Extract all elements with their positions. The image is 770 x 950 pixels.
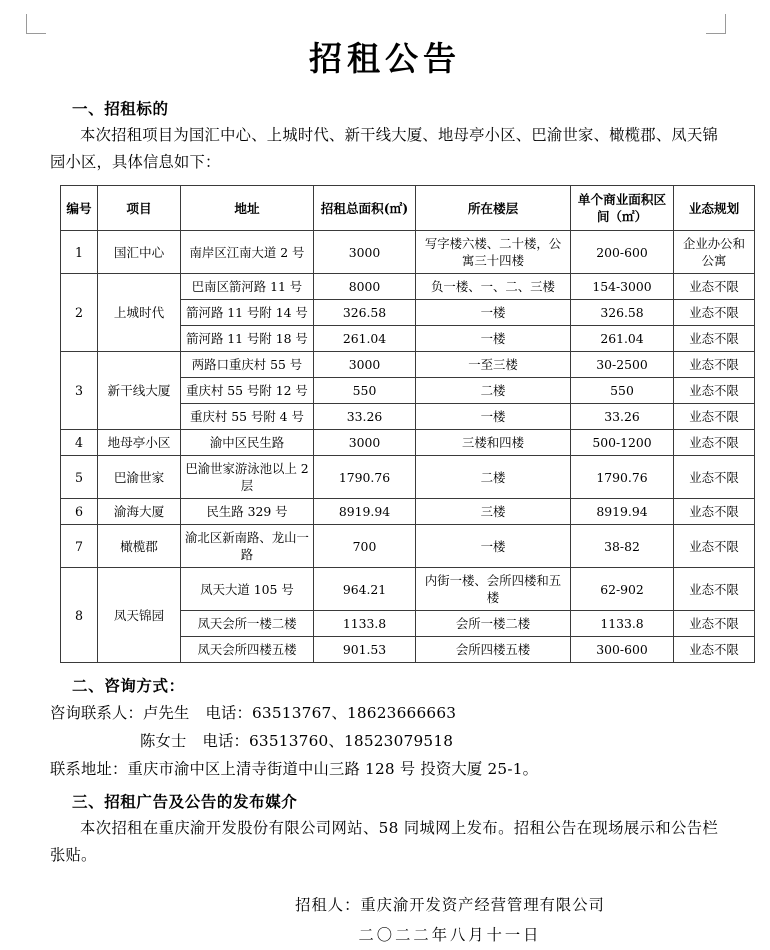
cell-plan: 业态不限	[674, 611, 755, 637]
cell-floor: 会所一楼二楼	[416, 611, 571, 637]
cell-area-range: 8919.94	[571, 499, 674, 525]
cell-project: 凤天锦园	[98, 568, 181, 663]
cell-plan: 业态不限	[674, 568, 755, 611]
table-head	[61, 186, 755, 231]
table-row	[61, 352, 755, 378]
cell-address: 民生路 329 号	[181, 499, 314, 525]
signature-date: 二〇二二年八月十一日	[358, 926, 542, 944]
table-row	[61, 499, 755, 525]
cell-address: 南岸区江南大道 2 号	[181, 231, 314, 274]
cell-no: 7	[61, 525, 98, 568]
section-three-paragraph: 本次招租在重庆渝开发股份有限公司网站、58 同城网上发布。招租公告在现场展示和公告栏张贴。	[50, 819, 718, 864]
header-address: 地址	[181, 186, 314, 231]
cell-total-area: 261.04	[314, 326, 416, 352]
section-heading-three: 三、招租广告及公告的发布媒介	[72, 792, 298, 811]
contact-line-2	[0, 727, 770, 755]
cell-area-range: 1133.8	[571, 611, 674, 637]
cell-floor: 一楼	[416, 525, 571, 568]
cell-total-area: 3000	[314, 231, 416, 274]
cell-project: 新干线大厦	[98, 352, 181, 430]
cell-total-area: 1133.8	[314, 611, 416, 637]
cell-area-range: 1790.76	[571, 456, 674, 499]
cell-area-range: 326.58	[571, 300, 674, 326]
cell-floor: 会所四楼五楼	[416, 637, 571, 663]
cell-address: 巴南区箭河路 11 号	[181, 274, 314, 300]
cell-floor: 三楼	[416, 499, 571, 525]
header-no: 编号	[61, 186, 98, 231]
cell-total-area: 326.58	[314, 300, 416, 326]
cell-area-range: 38-82	[571, 525, 674, 568]
contact-address-line	[0, 755, 770, 783]
cell-total-area: 8000	[314, 274, 416, 300]
address-value: 重庆市渝中区上清寺街道中山三路 128 号 投资大厦 25-1。	[127, 760, 539, 778]
table-body	[61, 231, 755, 663]
cell-total-area: 700	[314, 525, 416, 568]
header-total-area: 招租总面积(㎡)	[314, 186, 416, 231]
cell-address: 箭河路 11 号附 14 号	[181, 300, 314, 326]
signature-company: 招租人：重庆渝开发资产经营管理有限公司	[295, 896, 605, 914]
cell-floor: 内街一楼、会所四楼和五楼	[416, 568, 571, 611]
address-label: 联系地址：	[50, 760, 128, 778]
cell-address: 两路口重庆村 55 号	[181, 352, 314, 378]
cell-total-area: 3000	[314, 430, 416, 456]
contact-label-1: 咨询联系人：	[50, 704, 143, 722]
cell-floor: 一至三楼	[416, 352, 571, 378]
cell-area-range: 200-600	[571, 231, 674, 274]
cell-project: 渝海大厦	[98, 499, 181, 525]
header-area-range: 单个商业面积区间（㎡）	[571, 186, 674, 231]
cell-no: 4	[61, 430, 98, 456]
cell-address: 凤天大道 105 号	[181, 568, 314, 611]
cell-floor: 负一楼、一、二、三楼	[416, 274, 571, 300]
cell-no: 3	[61, 352, 98, 430]
cell-plan: 业态不限	[674, 326, 755, 352]
section-heading-two: 二、咨询方式：	[72, 676, 185, 695]
cell-address: 渝北区新南路、龙山一路	[181, 525, 314, 568]
phone-value-2: 63513760、18523079518	[249, 732, 454, 750]
cell-address: 巴渝世家游泳池以上 2 层	[181, 456, 314, 499]
cell-address: 重庆村 55 号附 12 号	[181, 378, 314, 404]
cell-project: 上城时代	[98, 274, 181, 352]
cell-total-area: 550	[314, 378, 416, 404]
cell-plan: 业态不限	[674, 352, 755, 378]
cell-area-range: 261.04	[571, 326, 674, 352]
cell-plan: 业态不限	[674, 300, 755, 326]
table-row	[61, 274, 755, 300]
cell-floor: 二楼	[416, 456, 571, 499]
phone-value-1: 63513767、18623666663	[251, 704, 457, 722]
cell-floor: 写字楼六楼、二十楼，公寓三十四楼	[416, 231, 571, 274]
cell-no: 5	[61, 456, 98, 499]
cell-total-area: 964.21	[314, 568, 416, 611]
listing-table	[60, 185, 755, 663]
cell-no: 1	[61, 231, 98, 274]
cell-floor: 一楼	[416, 326, 571, 352]
cell-floor: 一楼	[416, 300, 571, 326]
cell-address: 凤天会所四楼五楼	[181, 637, 314, 663]
section-heading-one: 一、招租标的	[72, 99, 169, 118]
cell-address: 凤天会所一楼二楼	[181, 611, 314, 637]
section-one-paragraph: 本次招租项目为国汇中心、上城时代、新干线大厦、地母亭小区、巴渝世家、橄榄郡、凤天锦园小区，具体信息如下：	[50, 126, 718, 171]
cell-address: 箭河路 11 号附 18 号	[181, 326, 314, 352]
cell-plan: 业态不限	[674, 499, 755, 525]
contact-name-2: 陈女士	[140, 732, 187, 750]
cell-floor: 二楼	[416, 378, 571, 404]
header-floor: 所在楼层	[416, 186, 571, 231]
cell-total-area: 3000	[314, 352, 416, 378]
header-project: 项目	[98, 186, 181, 231]
cell-address: 重庆村 55 号附 4 号	[181, 404, 314, 430]
cell-plan: 业态不限	[674, 274, 755, 300]
cell-area-range: 300-600	[571, 637, 674, 663]
cell-project: 地母亭小区	[98, 430, 181, 456]
phone-label-2: 电话：	[202, 732, 249, 750]
cell-address: 渝中区民生路	[181, 430, 314, 456]
cell-project: 橄榄郡	[98, 525, 181, 568]
header-plan: 业态规划	[674, 186, 755, 231]
cell-plan: 业态不限	[674, 404, 755, 430]
cell-area-range: 33.26	[571, 404, 674, 430]
table-row	[61, 231, 755, 274]
table-row	[61, 525, 755, 568]
cell-total-area: 901.53	[314, 637, 416, 663]
contact-name-1: 卢先生	[142, 704, 190, 722]
cell-total-area: 8919.94	[314, 499, 416, 525]
cell-no: 2	[61, 274, 98, 352]
table-header-row	[61, 186, 755, 231]
page-title: 招租公告	[309, 39, 461, 78]
table-row	[61, 430, 755, 456]
cell-area-range: 154-3000	[571, 274, 674, 300]
table-row	[61, 456, 755, 499]
cell-area-range: 30-2500	[571, 352, 674, 378]
cell-project: 巴渝世家	[98, 456, 181, 499]
cell-area-range: 550	[571, 378, 674, 404]
cell-plan: 业态不限	[674, 378, 755, 404]
contact-line-1	[0, 699, 770, 727]
phone-label-1: 电话：	[205, 704, 252, 722]
cell-floor: 一楼	[416, 404, 571, 430]
cell-floor: 三楼和四楼	[416, 430, 571, 456]
cell-total-area: 33.26	[314, 404, 416, 430]
cell-plan: 业态不限	[674, 525, 755, 568]
cell-area-range: 62-902	[571, 568, 674, 611]
cell-plan: 业态不限	[674, 456, 755, 499]
cell-plan: 企业办公和公寓	[674, 231, 755, 274]
cell-area-range: 500-1200	[571, 430, 674, 456]
cell-plan: 业态不限	[674, 637, 755, 663]
cell-no: 6	[61, 499, 98, 525]
cell-total-area: 1790.76	[314, 456, 416, 499]
table-row	[61, 568, 755, 611]
cell-plan: 业态不限	[674, 430, 755, 456]
signature-block	[0, 890, 770, 950]
cell-project: 国汇中心	[98, 231, 181, 274]
cell-no: 8	[61, 568, 98, 663]
